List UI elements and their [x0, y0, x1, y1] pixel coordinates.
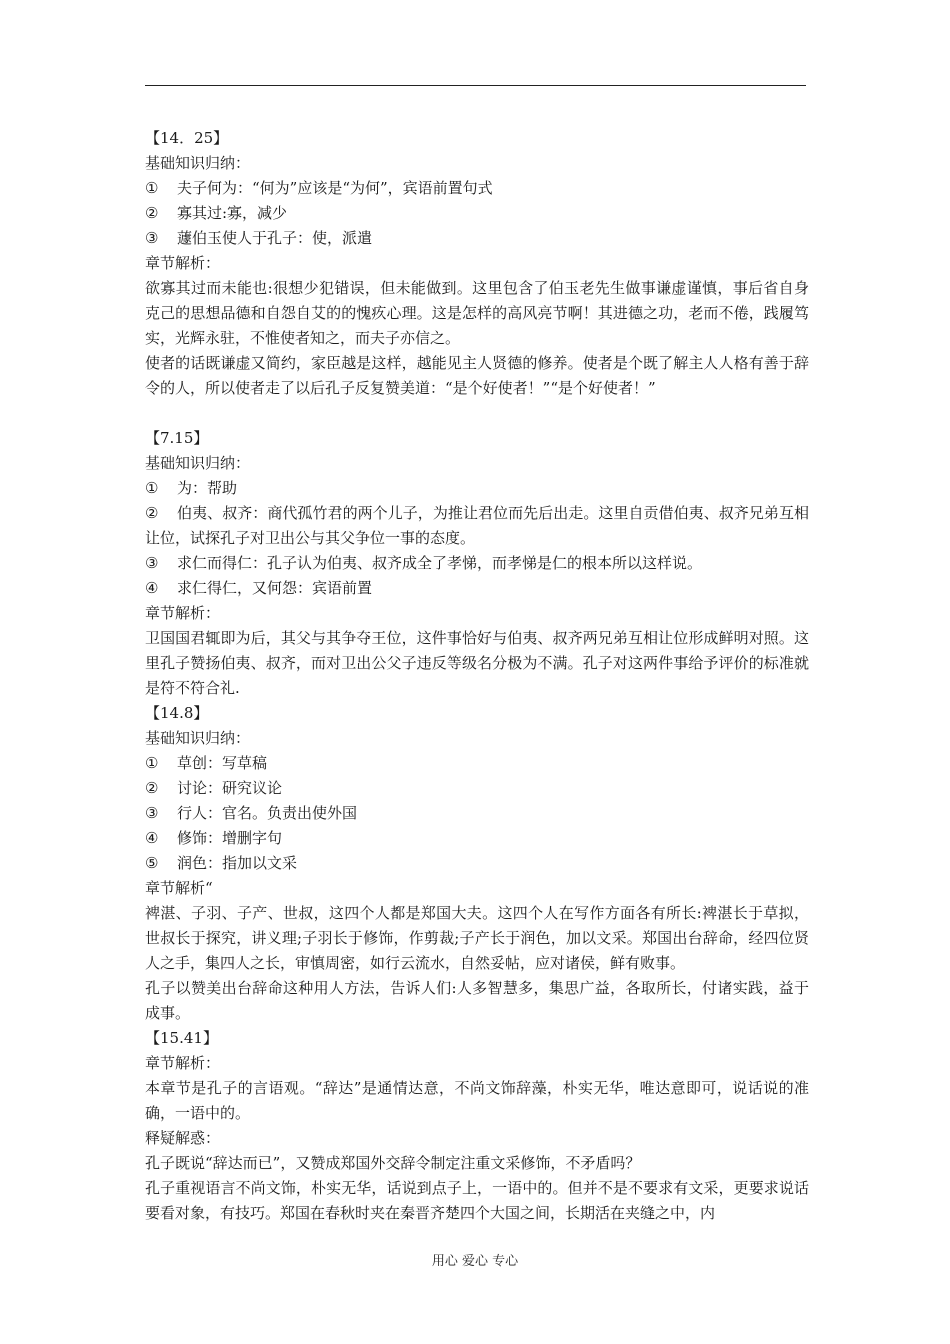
doubt-paragraph: 孔子既说“辞达而已”，又赞成郑国外交辞令制定注重文采修饰，不矛盾吗？ — [145, 1154, 641, 1172]
section-14-25 — [145, 126, 809, 401]
item-text: 求仁得仁，又何怨：宾语前置 — [177, 579, 373, 597]
item-text: 蘧伯玉使人于孔子：使，派遣 — [177, 229, 373, 247]
analysis-label: 章节解析： — [145, 254, 221, 272]
list-item — [145, 751, 809, 776]
analysis-paragraph: 本章节是孔子的言语观。“辞达”是通情达意，不尚文饰辞藻，朴实无华，唯达意即可，说话说的准确，一语中的。 — [145, 1079, 809, 1122]
list-item — [145, 176, 809, 201]
item-number: ④ — [145, 829, 159, 847]
analysis-label: 章节解析： — [145, 604, 221, 622]
item-text: 讨论：研究议论 — [177, 779, 283, 797]
item-text: 夫子何为：“何为”应该是“为何”，宾语前置句式 — [177, 179, 493, 197]
list-item — [145, 776, 809, 801]
section-15-41 — [145, 1026, 809, 1226]
section-heading: 【15.41】 — [145, 1029, 218, 1047]
item-text: 伯夷、叔齐：商代孤竹君的两个儿子，为推让君位而先后出走。这里自贡借伯夷、叔齐兄弟互相让位，试探孔子对卫出公与其父争位一事的态度。 — [145, 504, 809, 547]
item-text: 行人：官名。负责出使外国 — [177, 804, 358, 822]
doubt-paragraph: 孔子重视语言不尚文饰，朴实无华，话说到点子上，一语中的。但并不是不要求有文采，更要求说话要看对象，有技巧。郑国在春秋时夹在秦晋齐楚四个大国之间，长期活在夹缝之中，内 — [145, 1179, 809, 1222]
item-text: 求仁而得仁：孔子认为伯夷、叔齐成全了孝悌，而孝悌是仁的根本所以这样说。 — [177, 554, 703, 572]
section-heading: 【7.15】 — [145, 429, 209, 447]
item-number: ① — [145, 179, 159, 197]
analysis-paragraph: 裨湛、子羽、子产、世叔，这四个人都是郑国大夫。这四个人在写作方面各有所长:裨湛长于草拟，世叔长于探究，讲义理;子羽长于修饰，作剪裁;子产长于润色，加以文采。郑国出台辞命，经四位贤人之手，集四人之长，审慎周密，如行云流水，自然妥帖，应对诸侯，鲜有败事。 — [145, 904, 809, 972]
item-text: 寡其过:寡，减少 — [177, 204, 288, 222]
item-text: 草创：写草稿 — [177, 754, 268, 772]
doubt-label: 释疑解惑： — [145, 1129, 221, 1147]
item-text: 润色：指加以文采 — [177, 854, 298, 872]
knowledge-label: 基础知识归纳： — [145, 729, 251, 747]
document-body — [145, 126, 809, 1226]
section-7-15 — [145, 426, 809, 701]
list-item — [145, 851, 809, 876]
item-number: ① — [145, 754, 159, 772]
list-item — [145, 201, 809, 226]
item-number: ① — [145, 479, 159, 497]
analysis-paragraph: 欲寡其过而未能也:很想少犯错误，但未能做到。这里包含了伯玉老先生做事谦虚谨慎，事后省自身克己的思想品德和自怨自艾的的愧疚心理。这是怎样的高风亮节啊！其进德之功，老而不倦，践履笃实，光辉永驻，不惟使者知之，而夫子亦信之。 — [145, 279, 809, 347]
item-number: ② — [145, 204, 159, 222]
item-number: ④ — [145, 579, 159, 597]
item-number: ③ — [145, 229, 159, 247]
analysis-paragraph: 使者的话既谦虚又简约，家臣越是这样，越能见主人贤德的修养。使者是个既了解主人人格有善于辞令的人，所以使者走了以后孔子反复赞美道：“是个好使者！”“是个好使者！” — [145, 354, 809, 397]
section-heading: 【14.8】 — [145, 704, 209, 722]
header-rule — [145, 85, 806, 86]
item-number: ⑤ — [145, 854, 159, 872]
list-item — [145, 551, 809, 576]
item-number: ③ — [145, 804, 159, 822]
list-item — [145, 801, 809, 826]
list-item — [145, 826, 809, 851]
section-14-8 — [145, 701, 809, 1026]
page-footer: 用心 爱心 专心 — [431, 1254, 519, 1269]
item-number: ② — [145, 779, 159, 797]
list-item — [145, 576, 809, 601]
list-item — [145, 501, 809, 551]
item-number: ② — [145, 504, 159, 522]
section-gap — [145, 401, 809, 426]
knowledge-label: 基础知识归纳： — [145, 154, 251, 172]
knowledge-label: 基础知识归纳： — [145, 454, 251, 472]
analysis-label: 章节解析： — [145, 1054, 221, 1072]
item-text: 修饰：增删字句 — [177, 829, 283, 847]
analysis-label: 章节解析“ — [145, 879, 213, 897]
list-item — [145, 476, 809, 501]
item-number: ③ — [145, 554, 159, 572]
section-heading: 【14．25】 — [145, 129, 229, 147]
analysis-paragraph: 孔子以赞美出台辞命这种用人方法，告诉人们:人多智慧多，集思广益，各取所长，付诸实践，益于成事。 — [145, 979, 809, 1022]
item-text: 为：帮助 — [177, 479, 238, 497]
list-item — [145, 226, 809, 251]
analysis-paragraph: 卫国国君辄即为后，其父与其争夺王位，这件事恰好与伯夷、叔齐两兄弟互相让位形成鲜明对照。这里孔子赞扬伯夷、叔齐，而对卫出公父子违反等级名分极为不满。孔子对这两件事给予评价的标准就是符不符合礼. — [145, 629, 809, 697]
